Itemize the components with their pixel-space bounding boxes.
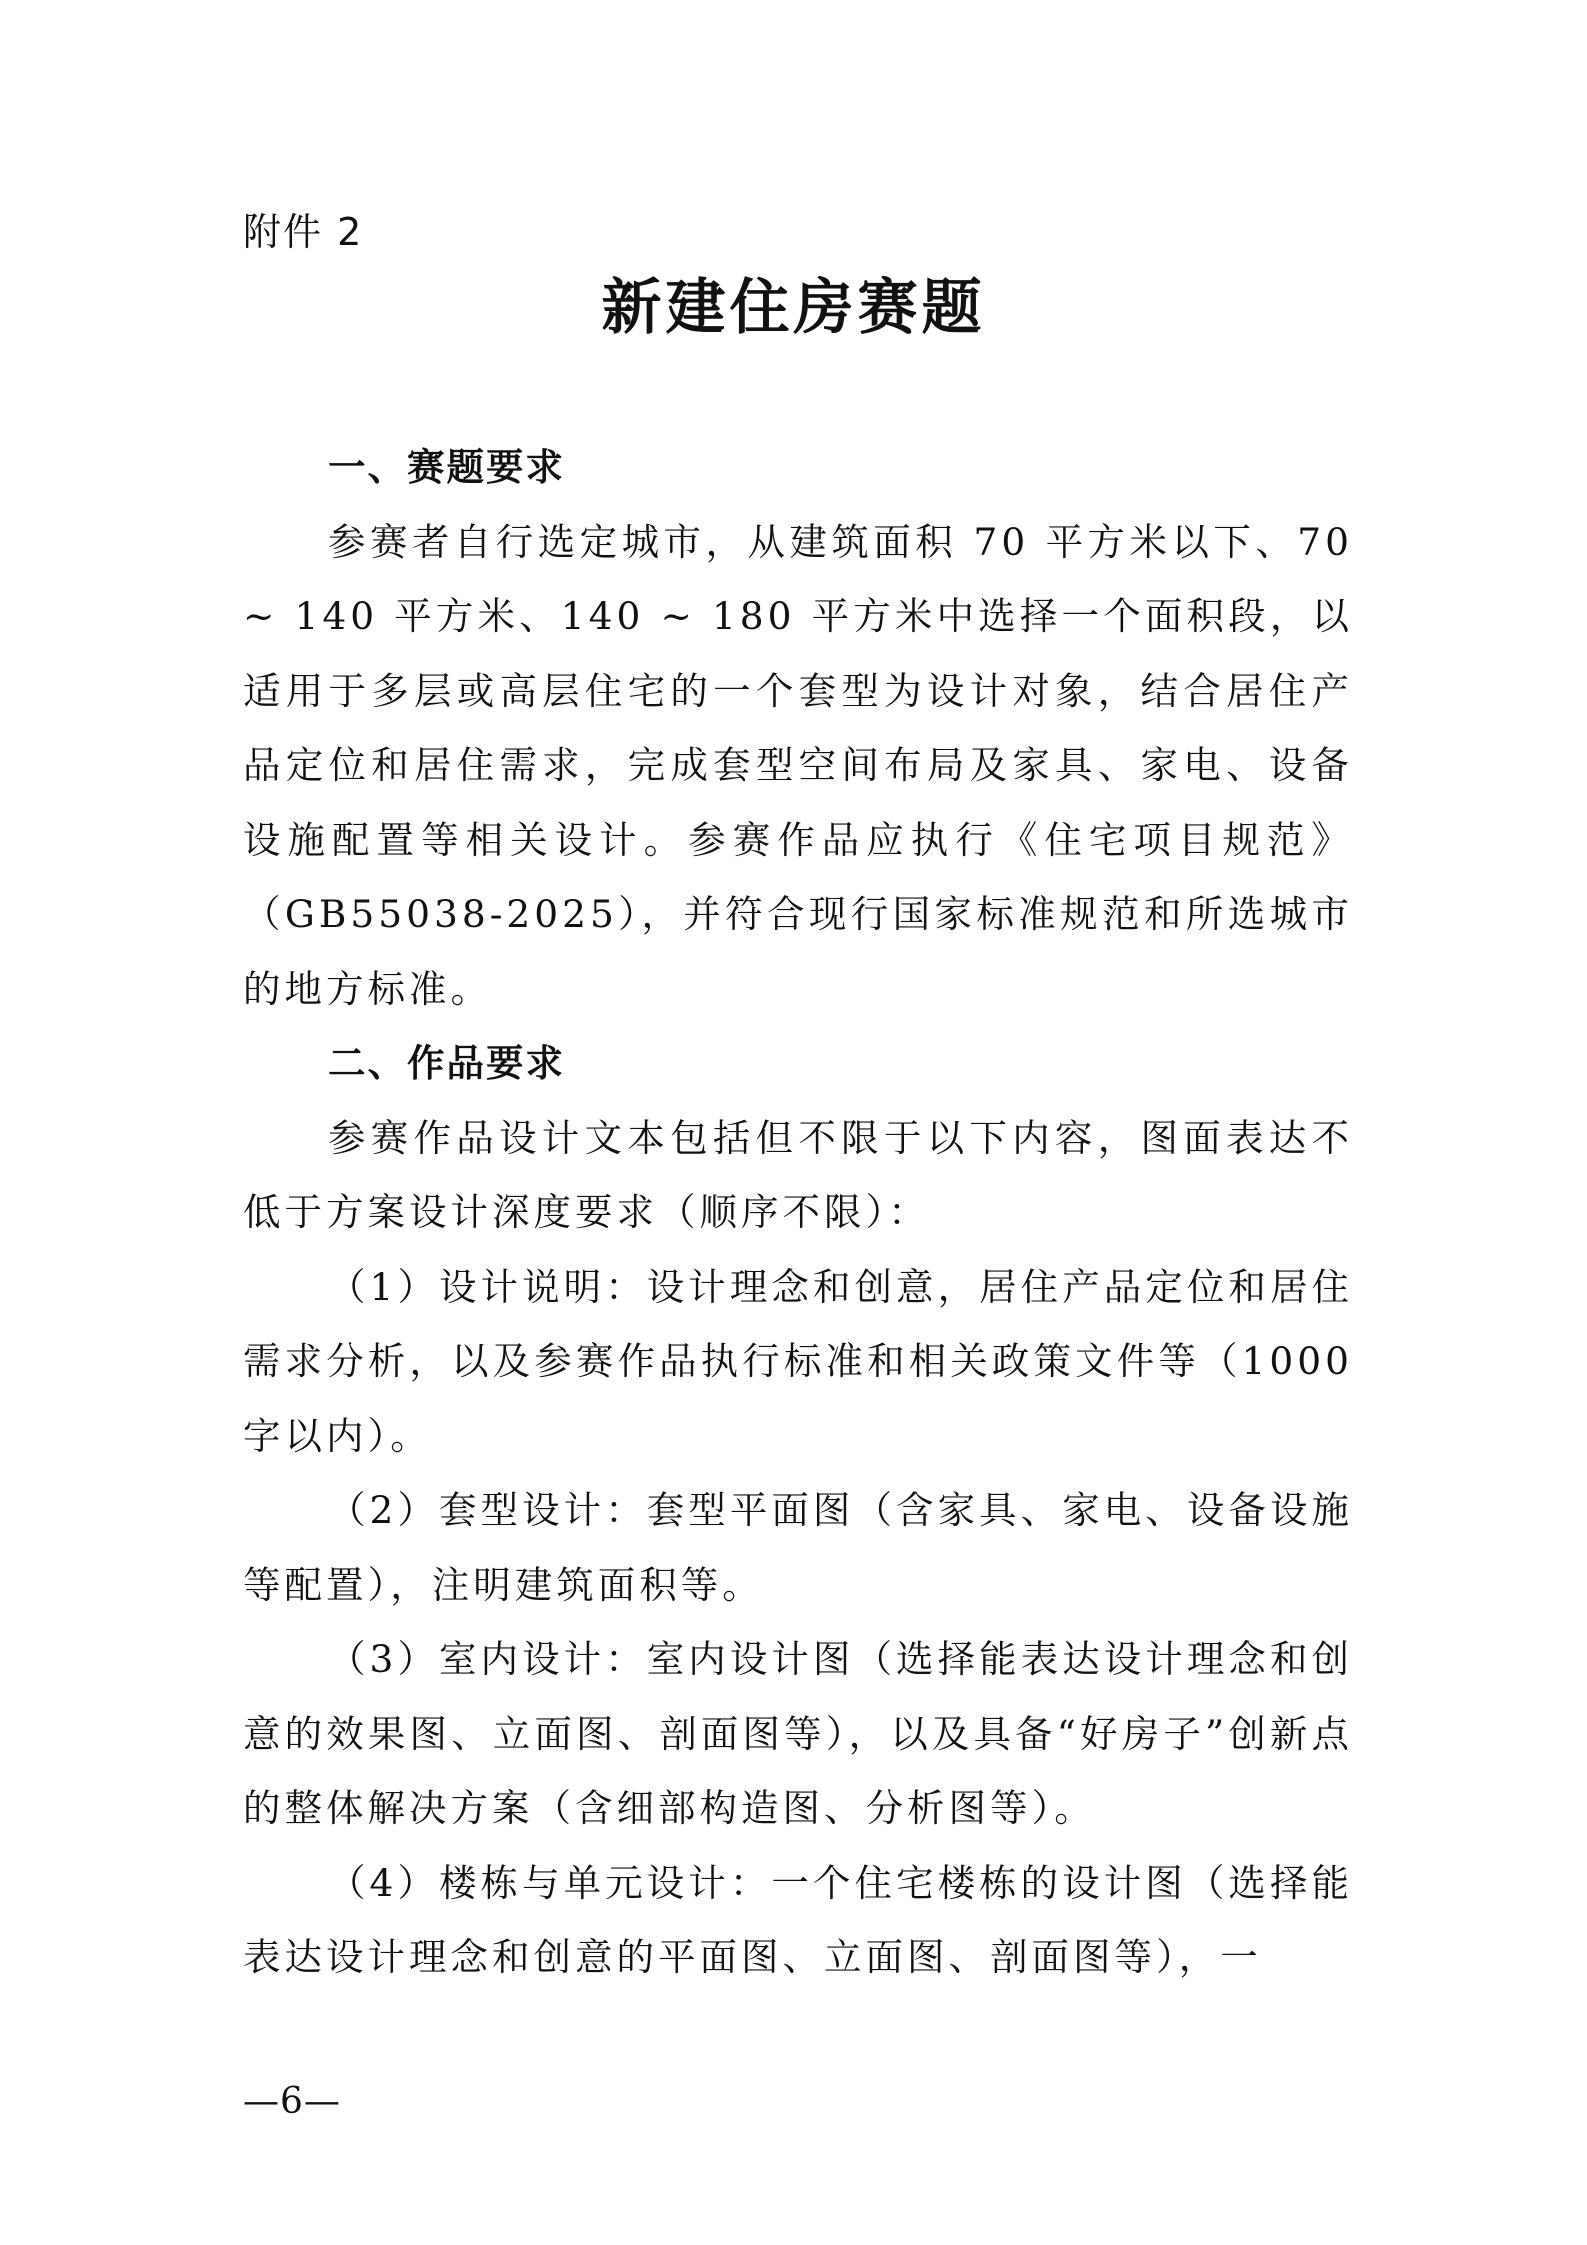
section-paragraph-requirements: 参赛者自行选定城市，从建筑面积 70 平方米以下、70 ~ 140 平方米、140 ~ 180 平方米中选择一个面积段，以适用于多层或高层住宅的一个套型为设计对象，结合居住产品定位和居住需求，完成套型空间布局及家具、家电、设备设施配置等相关设计。参赛作品应执行《住宅项目规范》（GB55038-2025），并符合现行国家标准规范和所选城市的地方标准。: [243, 519, 1353, 1011]
list-item: （1）设计说明：设计理念和创意，居住产品定位和居住需求分析，以及参赛作品执行标准和相关政策文件等（1000 字以内）。: [243, 1264, 1353, 1458]
list-item: （4）楼栋与单元设计：一个住宅楼栋的设计图（选择能表达设计理念和创意的平面图、立面图、剖面图等），一: [243, 1860, 1353, 1979]
attachment-label: 附件 2: [243, 210, 364, 254]
list-item: （2）套型设计：套型平面图（含家具、家电、设备设施等配置），注明建筑面积等。: [243, 1488, 1353, 1607]
section-heading-work-requirements: 二、作品要求: [328, 1041, 565, 1085]
section-heading-requirements: 一、赛题要求: [328, 445, 565, 489]
document-body: [243, 430, 1353, 1995]
document-title: 新建住房赛题: [601, 273, 986, 343]
section-paragraph-intro: 参赛作品设计文本包括但不限于以下内容，图面表达不低于方案设计深度要求（顺序不限）：: [243, 1115, 1353, 1234]
list-item: （3）室内设计：室内设计图（选择能表达设计理念和创意的效果图、立面图、剖面图等），以及具备“好房子”创新点的整体解决方案（含细部构造图、分析图等）。: [243, 1637, 1353, 1830]
page-number: —6—: [243, 2081, 341, 2122]
